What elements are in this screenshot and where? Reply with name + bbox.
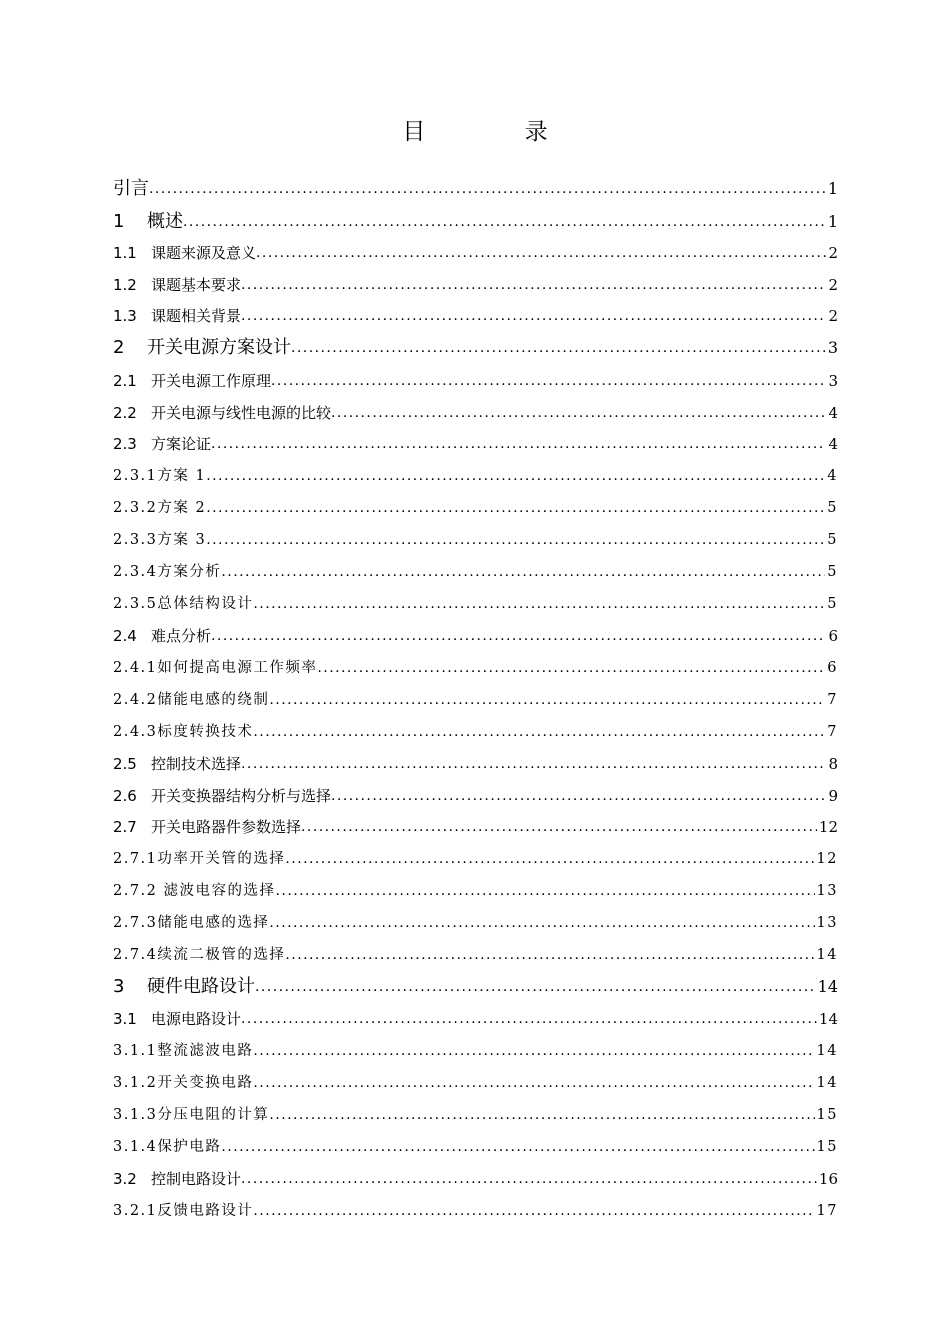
toc-entry-text: 如何提高电源工作频率: [157, 660, 318, 676]
toc-page-number: 15: [816, 1107, 838, 1123]
toc-entry-number: 2.7: [113, 818, 137, 836]
toc-entry[interactable]: [113, 371, 838, 391]
toc-page-number: 4: [828, 435, 838, 453]
toc-entry-title: [113, 306, 241, 326]
toc-entry-title: [113, 337, 291, 359]
toc-entry[interactable]: [113, 626, 838, 646]
toc-page-number: 5: [827, 596, 838, 612]
toc-leader-dots: [285, 945, 814, 965]
toc-entry-text: 开关电源方案设计: [147, 337, 291, 358]
toc-entry[interactable]: [113, 786, 838, 806]
toc-leader-dots: [253, 1041, 814, 1061]
toc-leader-dots: [149, 178, 826, 200]
toc-entry-text: 课题相关背景: [151, 307, 242, 325]
toc-entry[interactable]: [113, 243, 838, 263]
toc-entry-number: 2.4.1: [113, 660, 158, 676]
toc-entry-number: 2.7.2: [113, 883, 158, 899]
toc-entry-text: 开关电源工作原理: [151, 372, 272, 390]
toc-entry[interactable]: [113, 1009, 838, 1029]
toc-entry-title: [113, 1009, 241, 1029]
toc-entry-title: [113, 690, 269, 710]
toc-entry-text: 总体结构设计: [157, 596, 254, 612]
toc-page-number: 1: [827, 212, 838, 231]
toc-page-number: 16: [818, 1170, 838, 1188]
toc-entry-text: 开关电路器件参数选择: [151, 818, 302, 836]
toc-leader-dots: [276, 881, 815, 901]
toc-entry-text: 整流滤波电路: [157, 1043, 254, 1059]
toc-entry-title: [113, 913, 269, 933]
toc-page-number: 2: [828, 244, 838, 262]
page-title: 目 录: [402, 119, 594, 145]
toc-page-number: 9: [828, 787, 838, 805]
toc-page-number: 14: [818, 1010, 838, 1028]
toc-entry-number: 2.3.4: [113, 564, 158, 580]
toc-entry[interactable]: [113, 1169, 838, 1189]
toc-entry-title: [113, 1041, 253, 1061]
toc-leader-dots: [253, 1073, 814, 1093]
toc-entry[interactable]: [113, 337, 838, 359]
toc-entry[interactable]: [113, 306, 838, 326]
toc-entry-title: [113, 786, 331, 806]
toc-entry-text: 标度转换技术: [157, 724, 254, 740]
toc-entry-title: [113, 178, 149, 200]
toc-entry[interactable]: [113, 594, 838, 614]
toc-leader-dots: [269, 690, 825, 710]
toc-leader-dots: [256, 243, 826, 263]
toc-entry-text: 方案 3: [157, 532, 207, 548]
toc-entry-title: [113, 1073, 253, 1093]
toc-entry-title: [113, 562, 221, 582]
toc-entry-title: [113, 275, 241, 295]
toc-entry-number: 2.4: [113, 627, 137, 645]
toc-entry-title: [113, 658, 317, 678]
toc-entry-text: 开关变换电路: [157, 1075, 254, 1091]
toc-leader-dots: [331, 403, 826, 423]
toc-entry-title: [113, 1137, 221, 1157]
toc-page-number: 7: [827, 692, 838, 708]
toc-entry-text: 功率开关管的选择: [157, 851, 286, 867]
toc-entry-number: 2: [113, 337, 125, 358]
toc-entry-number: 3.1: [113, 1010, 137, 1028]
toc-leader-dots: [301, 817, 817, 837]
toc-entry-text: 开关变换器结构分析与选择: [151, 787, 332, 805]
toc-entry-title: [113, 945, 285, 965]
toc-leader-dots: [241, 1009, 817, 1029]
toc-entry-title: [113, 626, 211, 646]
toc-leader-dots: [255, 976, 816, 998]
toc-page-number: 13: [816, 883, 838, 899]
toc-entry-title: [113, 976, 255, 998]
toc-entry[interactable]: [113, 849, 838, 869]
toc-entry[interactable]: [113, 211, 838, 233]
toc-entry-number: 2.1: [113, 372, 137, 390]
toc-entry-number: 1.1: [113, 244, 137, 262]
toc-entry-number: 2.4.3: [113, 724, 158, 740]
toc-entry-title: [113, 371, 271, 391]
toc-entry-number: 1.3: [113, 307, 137, 325]
toc-page-number: 2: [828, 307, 838, 325]
toc-entry-title: [113, 722, 253, 742]
toc-page-number: 14: [816, 1043, 838, 1059]
toc-entry[interactable]: [113, 178, 838, 200]
toc-entry-number: 3.2.1: [113, 1203, 158, 1219]
toc-entry-text: 硬件电路设计: [147, 976, 255, 997]
toc-page-number: 3: [827, 338, 838, 357]
toc-page-number: 4: [828, 404, 838, 422]
toc-entry[interactable]: [113, 275, 838, 295]
toc-page-number: 14: [816, 1075, 838, 1091]
toc-entry-title: [113, 434, 211, 454]
toc-page-number: 13: [816, 915, 838, 931]
toc-leader-dots: [253, 1201, 814, 1221]
toc-page-number: 12: [816, 851, 838, 867]
toc-entry-title: [113, 849, 285, 869]
toc-entry[interactable]: [113, 881, 838, 901]
toc-entry[interactable]: [113, 1201, 838, 1221]
toc-leader-dots: [285, 849, 814, 869]
toc-page-number: 8: [828, 755, 838, 773]
toc-page-number: 1: [827, 179, 838, 198]
toc-entry-number: 3.2: [113, 1170, 137, 1188]
toc-leader-dots: [331, 786, 826, 806]
toc-leader-dots: [291, 337, 826, 359]
toc-entry[interactable]: [113, 913, 838, 933]
toc-page-number: 17: [816, 1203, 838, 1219]
toc-entry-text: 方案 2: [157, 500, 207, 516]
toc-entry-number: 1: [113, 211, 125, 232]
toc-leader-dots: [317, 658, 825, 678]
toc-entry[interactable]: [113, 403, 838, 423]
toc-page-number: 6: [828, 627, 838, 645]
toc-entry-title: [113, 594, 253, 614]
toc-entry-text: 引言: [113, 178, 149, 199]
toc-entry-text: 方案 1: [157, 468, 207, 484]
toc-leader-dots: [269, 913, 814, 933]
toc-entry[interactable]: [113, 722, 838, 742]
toc-entry[interactable]: [113, 466, 838, 486]
toc-page-number: 14: [817, 977, 838, 996]
toc-page-number: 2: [828, 276, 838, 294]
toc-entry[interactable]: [113, 1041, 838, 1061]
toc-page-number: 7: [827, 724, 838, 740]
toc-entry-number: 2.7.1: [113, 851, 158, 867]
toc-entry-text: 开关电源与线性电源的比较: [151, 404, 332, 422]
toc-entry-title: [113, 817, 301, 837]
toc-leader-dots: [221, 562, 825, 582]
toc-entry-number: 2.3: [113, 435, 137, 453]
toc-leader-dots: [206, 498, 825, 518]
toc-entry-text: 概述: [147, 211, 183, 232]
toc-entry[interactable]: [113, 562, 838, 582]
toc-entry-text: 难点分析: [151, 627, 212, 645]
toc-entry-text: 续流二极管的选择: [157, 947, 286, 963]
toc-entry[interactable]: [113, 1137, 838, 1157]
toc-entry[interactable]: [113, 976, 838, 998]
toc-entry-title: [113, 530, 206, 550]
toc-entry-text: 保护电路: [157, 1139, 222, 1155]
toc-entry[interactable]: [113, 754, 838, 774]
toc-leader-dots: [241, 1169, 817, 1189]
toc-entry-title: [113, 1105, 269, 1125]
toc-entry-text: 分压电阻的计算: [157, 1107, 270, 1123]
toc-leader-dots: [206, 466, 825, 486]
toc-entry-number: 3.1.1: [113, 1043, 158, 1059]
toc-entry[interactable]: [113, 690, 838, 710]
toc-page-number: 15: [816, 1139, 838, 1155]
toc-entry[interactable]: [113, 945, 838, 965]
toc-leader-dots: [206, 530, 825, 550]
toc-entry-number: 2.3.3: [113, 532, 158, 548]
toc-entry[interactable]: [113, 1105, 838, 1125]
toc-page-number: 6: [827, 660, 838, 676]
toc-entry-number: 2.4.2: [113, 692, 158, 708]
toc-page-number: 3: [828, 372, 838, 390]
toc-entry-text: 滤波电容的选择: [157, 883, 276, 899]
toc-entry-number: 2.6: [113, 787, 137, 805]
toc-entry-text: 电源电路设计: [151, 1010, 242, 1028]
toc-entry-title: [113, 466, 206, 486]
toc-entry[interactable]: [113, 817, 838, 837]
toc-entry-number: 1.2: [113, 276, 137, 294]
toc-entry-number: 3.1.4: [113, 1139, 158, 1155]
toc-entry-number: 2.3.2: [113, 500, 158, 516]
toc-entry-text: 储能电感的绕制: [157, 692, 270, 708]
toc-entry-title: [113, 211, 183, 233]
toc-leader-dots: [241, 306, 826, 326]
toc-leader-dots: [253, 594, 825, 614]
toc-leader-dots: [241, 275, 826, 295]
toc-entry-text: 方案论证: [151, 435, 212, 453]
toc-leader-dots: [253, 722, 825, 742]
toc-entry-number: 3: [113, 976, 125, 997]
toc-leader-dots: [211, 626, 826, 646]
toc-entry-number: 2.2: [113, 404, 137, 422]
toc-entry-title: [113, 1169, 241, 1189]
toc-entry[interactable]: [113, 498, 838, 518]
toc-entry[interactable]: [113, 1073, 838, 1093]
toc-entry-number: 2.3.1: [113, 468, 158, 484]
toc-leader-dots: [269, 1105, 814, 1125]
toc-entry-title: [113, 1201, 253, 1221]
toc-entry-title: [113, 498, 206, 518]
toc-entry-text: 方案分析: [157, 564, 222, 580]
toc-entry-title: [113, 881, 276, 901]
toc-entry-title: [113, 243, 256, 263]
toc-entry-number: 2.3.5: [113, 596, 158, 612]
toc-entry-title: [113, 403, 331, 423]
toc-page-number: 4: [827, 468, 838, 484]
toc-entry-text: 控制电路设计: [151, 1170, 242, 1188]
toc-page-number: 14: [816, 947, 838, 963]
toc-entry-text: 控制技术选择: [151, 755, 242, 773]
toc-entry-text: 反馈电路设计: [157, 1203, 254, 1219]
toc-entry-text: 课题基本要求: [151, 276, 242, 294]
toc-leader-dots: [211, 434, 826, 454]
toc-entry-number: 2.5: [113, 755, 137, 773]
toc-entry-number: 3.1.2: [113, 1075, 158, 1091]
toc-entry[interactable]: [113, 658, 838, 678]
toc-entry-title: [113, 754, 241, 774]
toc-entry[interactable]: [113, 434, 838, 454]
toc-page-number: 5: [827, 564, 838, 580]
toc-page-number: 5: [827, 532, 838, 548]
toc-leader-dots: [271, 371, 826, 391]
toc-page-number: 12: [818, 818, 838, 836]
toc-leader-dots: [221, 1137, 814, 1157]
toc-entry-number: 2.7.4: [113, 947, 158, 963]
toc-entry-number: 2.7.3: [113, 915, 158, 931]
toc-page-number: 5: [827, 500, 838, 516]
toc-entry-number: 3.1.3: [113, 1107, 158, 1123]
toc-leader-dots: [183, 211, 826, 233]
toc-entry-text: 储能电感的选择: [157, 915, 270, 931]
toc-entry[interactable]: [113, 530, 838, 550]
toc-entry-text: 课题来源及意义: [151, 244, 257, 262]
toc-leader-dots: [241, 754, 826, 774]
